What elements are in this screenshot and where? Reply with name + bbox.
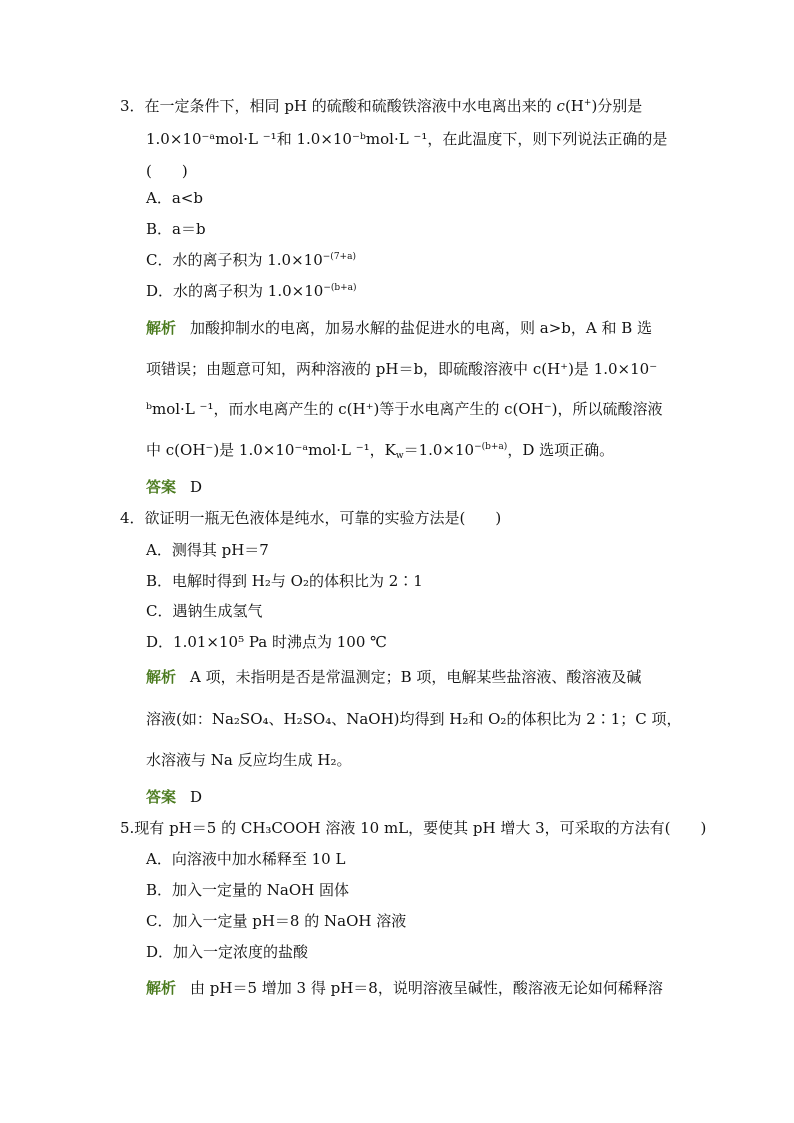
answer-label: 答案 xyxy=(146,788,177,806)
q3-stem-line-2: 1.0×10⁻ᵃmol·L ⁻¹和 1.0×10⁻ᵇmol·L ⁻¹，在此温度下，则下列说法正确的是 xyxy=(146,130,668,148)
q5-option-c: C．加入一定量 pH＝8 的 NaOH 溶液 xyxy=(146,912,407,930)
q3-analysis-line-1: 解析 加酸抑制水的电离，加易水解的盐促进水的电离，则 a>b，A 和 B 选 xyxy=(146,319,653,337)
q4-answer: 答案 D xyxy=(146,788,203,806)
q3-analysis-line-2: 项错误；由题意可知，两种溶液的 pH＝b，即硫酸溶液中 c(H⁺)是 1.0×10⁻ xyxy=(146,360,658,378)
analysis-label: 解析 xyxy=(146,319,177,337)
q4-option-b: B．电解时得到 H₂与 O₂的体积比为 2∶1 xyxy=(146,572,423,590)
q4-option-c: C．遇钠生成氢气 xyxy=(146,602,263,620)
q3-stem-line-3: ( ) xyxy=(146,162,188,180)
q4-option-d: D．1.01×10⁵ Pa 时沸点为 100 ℃ xyxy=(146,633,387,651)
q4-analysis-line-2: 溶液(如：Na₂SO₄、H₂SO₄、NaOH)均得到 H₂和 O₂的体积比为 2∶1；C 项， xyxy=(146,710,682,728)
q3-option-c: C．水的离子积为 $1.0\times 10^{-(7+a)}$ xyxy=(146,251,356,269)
q5-option-d: D．加入一定浓度的盐酸 xyxy=(146,943,309,961)
q3-stem-line-1: 3．在一定条件下，相同 pH 的硫酸和硫酸铁溶液中水电离出来的 c(H+)分别是 xyxy=(120,97,643,115)
q5-option-a: A．向溶液中加水稀释至 10 L xyxy=(146,850,346,868)
q3-analysis-line-3: ᵇmol·L ⁻¹，而水电离产生的 c(H⁺)等于水电离产生的 c(OH⁻)，所以硫酸溶液 xyxy=(146,400,663,418)
q5-stem: 5.现有 pH＝5 的 CH₃COOH 溶液 10 mL，要使其 pH 增大 3，可采取的方法有( ) xyxy=(120,819,707,837)
q3-option-d: D．水的离子积为 $1.0\times 10^{-(b+a)}$ xyxy=(146,282,357,300)
q4-analysis-line-1: 解析 A 项，未指明是否是常温测定；B 项，电解某些盐溶液、酸溶液及碱 xyxy=(146,668,642,686)
q4-stem: 4．欲证明一瓶无色液体是纯水，可靠的实验方法是( ) xyxy=(120,509,502,527)
q5-analysis-line-1: 解析 由 pH＝5 增加 3 得 pH＝8，说明溶液呈碱性，酸溶液无论如何稀释溶 xyxy=(146,979,663,997)
q3-answer: 答案 D xyxy=(146,478,203,496)
q3-option-a: A．a<b xyxy=(146,189,203,207)
q4-analysis-line-3: 水溶液与 Na 反应均生成 H₂。 xyxy=(146,751,352,769)
answer-label: 答案 xyxy=(146,478,177,496)
analysis-label: 解析 xyxy=(146,979,177,997)
q3-analysis-line-4: 中 c(OH⁻)是 1.0×10⁻ᵃmol·L ⁻¹，$K_w=1.0\times 10^{-(b+a)}$，D 选项正确。 xyxy=(146,441,615,461)
analysis-label: 解析 xyxy=(146,668,177,686)
q4-option-a: A．测得其 pH＝7 xyxy=(146,541,269,559)
q5-option-b: B．加入一定量的 NaOH 固体 xyxy=(146,881,350,899)
q3-option-b: B．a＝b xyxy=(146,220,206,238)
